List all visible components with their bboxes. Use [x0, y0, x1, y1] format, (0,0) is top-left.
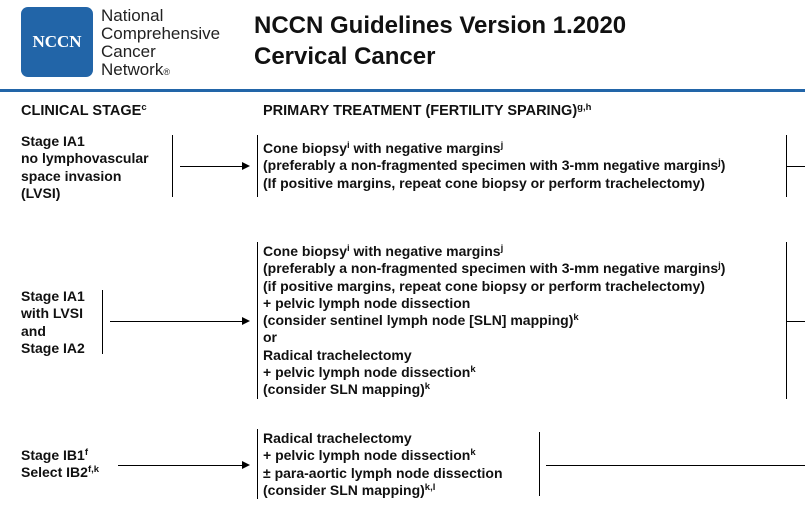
arrow-line-row3	[118, 465, 242, 466]
stage-bracket-row2	[102, 290, 103, 354]
treatment-bracket-row1	[257, 135, 258, 197]
org-name-line3: Cancer	[101, 42, 156, 61]
stage-row3: Stage IB1$^f$ Select IB2$^{f,k}$	[21, 447, 100, 481]
arrow-head-row1	[242, 162, 250, 170]
header-divider	[0, 89, 805, 92]
stage-bracket-row1	[172, 135, 173, 197]
treatment-row2: Cone biopsy$^i$ with negative margins$^j$ (preferably a non-fragmented specimen with 3-mm negative margins$^j$) (if positive margins, repeat cone biopsy or perform trachelectomy) + pelvic lymph node dissection (consider sentinel lymph node [SLN] mapping)$^k$ or Radical trachelectomy + pelvic lymph node dissection$^k$ (consider SLN mapping)$^k$	[263, 243, 726, 398]
org-name-line2: Comprehensive	[101, 24, 221, 43]
arrow-line-row1	[180, 166, 242, 167]
continuation-line-row3	[546, 465, 805, 466]
continuation-line-row2	[786, 321, 805, 322]
guideline-cancer-title: Cervical Cancer	[254, 43, 436, 70]
arrow-line-row2	[110, 321, 242, 322]
arrow-head-row3	[242, 461, 250, 469]
registered-mark: ®	[163, 67, 170, 77]
stage-row2: Stage IA1 with LVSI and Stage IA2	[21, 288, 85, 356]
treatment-bracket-row2	[257, 242, 258, 399]
guideline-version-title: NCCN Guidelines Version 1.2020	[254, 12, 627, 39]
primary-treatment-heading: PRIMARY TREATMENT (FERTILITY SPARING)$^{g,h}$	[263, 102, 592, 119]
clinical-stage-heading: CLINICAL STAGE$^c$	[21, 102, 147, 119]
continuation-line-row1	[786, 166, 805, 167]
org-name-line1: National	[101, 6, 164, 25]
treatment-bracket-row3	[257, 429, 258, 499]
arrow-head-row2	[242, 317, 250, 325]
treatment-row3: Radical trachelectomy + pelvic lymph node dissection$^k$ ± para-aortic lymph node dissection (consider SLN mapping)$^{k,l}$	[263, 430, 503, 498]
treatment-row1: Cone biopsy$^i$ with negative margins$^j$ (preferably a non-fragmented specimen with 3-mm negative margins$^j$) (If positive margins, repeat cone biopsy or perform trachelectomy)	[263, 140, 726, 191]
org-name-line4: Network®	[101, 60, 170, 79]
treatment-right-bracket-row3	[539, 432, 540, 496]
stage-row1: Stage IA1 no lymphovascular space invasion (LVSI)	[21, 133, 149, 201]
nccn-logo-text: NCCN	[32, 32, 82, 51]
